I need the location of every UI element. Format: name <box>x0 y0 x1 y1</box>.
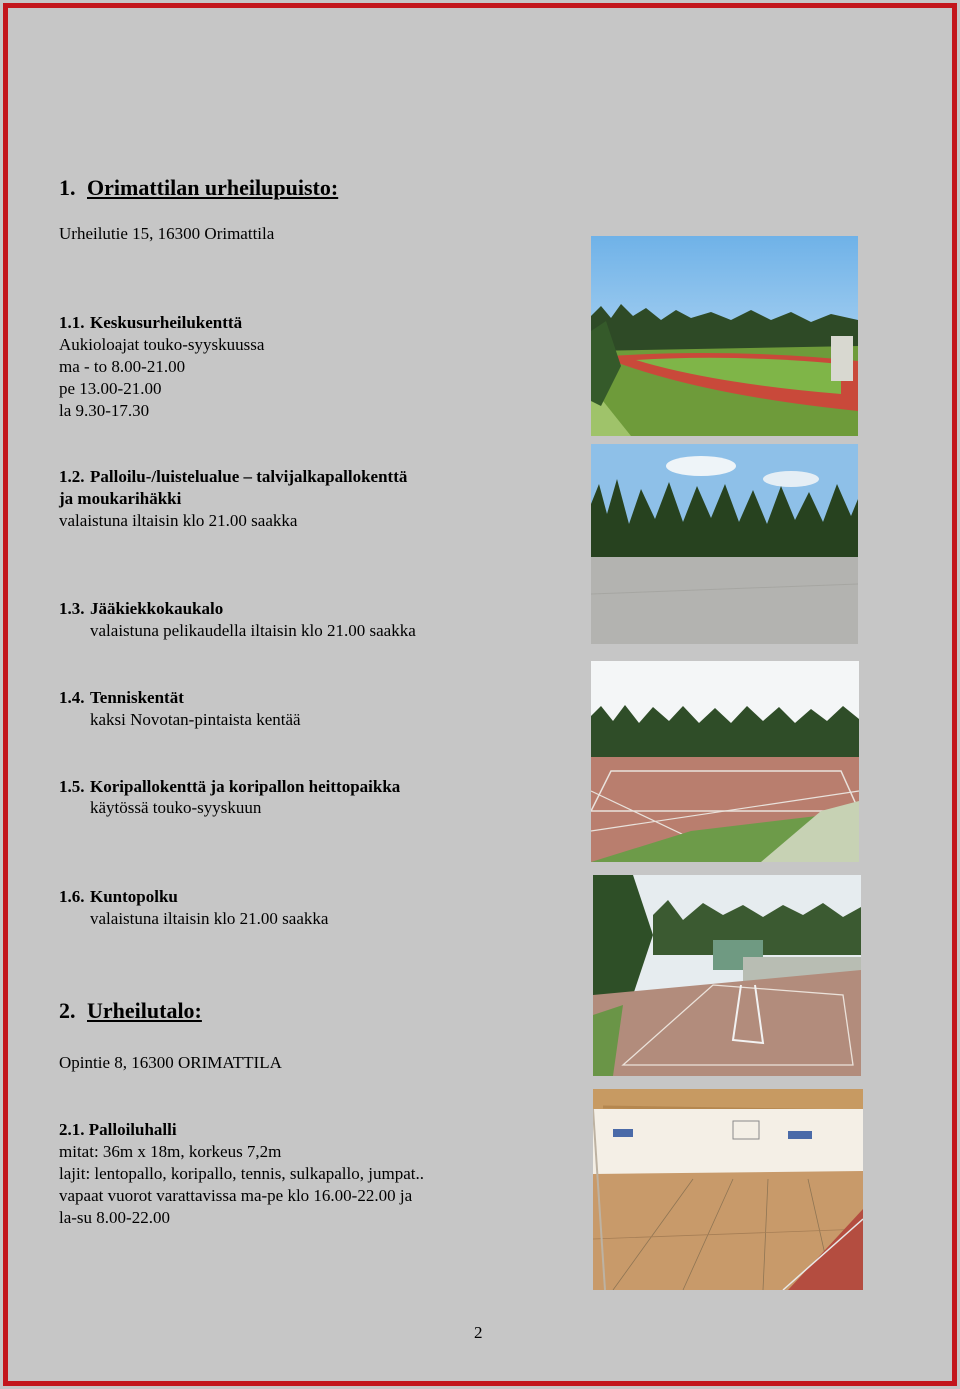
item-1-1-line: ma - to 8.00-21.00 <box>59 357 186 376</box>
item-2-1-line: la-su 8.00-22.00 <box>59 1208 170 1227</box>
item-2-1-heading: 2.1. Palloiluhalli <box>59 1120 177 1139</box>
section-1-title: Orimattilan urheilupuisto: <box>87 175 339 200</box>
stadium-photo <box>591 236 858 436</box>
section-2-address: Opintie 8, 16300 ORIMATTILA <box>59 1053 282 1072</box>
item-1-3-heading: 1.3. Jääkiekkokaukalo <box>59 599 224 618</box>
item-1-5-line: käytössä touko-syyskuun <box>90 798 262 817</box>
item-1-4-line: kaksi Novotan-pintaista kentää <box>90 710 301 729</box>
item-1-1-line: la 9.30-17.30 <box>59 401 150 420</box>
section-1-number: 1. <box>59 175 76 200</box>
item-2-1-line: lajit: lentopallo, koripallo, tennis, sulkapallo, jumpat.. <box>59 1164 424 1183</box>
item-2-1-title: Palloiluhalli <box>88 1120 177 1139</box>
item-1-4-title: Tenniskentät <box>90 688 184 707</box>
item-1-1-title: Keskusurheilukenttä <box>90 313 243 332</box>
item-1-6-line: valaistuna iltaisin klo 21.00 saakka <box>90 909 329 928</box>
item-1-2-line: ja moukarihäkki <box>59 489 182 508</box>
item-1-2-line: valaistuna iltaisin klo 21.00 saakka <box>59 511 298 530</box>
item-1-4-heading: 1.4. Tenniskentät <box>59 688 184 707</box>
page-number: 2 <box>474 1323 483 1342</box>
item-1-3-title: Jääkiekkokaukalo <box>90 599 224 618</box>
section-2-title: Urheilutalo: <box>87 998 202 1023</box>
item-1-1-line: pe 13.00-21.00 <box>59 379 162 398</box>
item-1-5-title: Koripallokenttä ja koripallon heittopaikka <box>90 777 401 796</box>
item-1-2-title: Palloilu-/luistelualue – talvijalkapallokenttä <box>90 467 408 486</box>
item-1-1-line: Aukioloajat touko-syyskuussa <box>59 335 265 354</box>
item-1-6-title: Kuntopolku <box>90 887 178 906</box>
section-1-address: Urheilutie 15, 16300 Orimattila <box>59 224 275 243</box>
item-1-6-heading: 1.6. Kuntopolku <box>59 887 178 906</box>
item-1-2-heading: 1.2. Palloilu-/luistelualue – talvijalkapallokenttä <box>59 467 408 486</box>
item-1-1-heading: 1.1. Keskusurheilukenttä <box>59 313 243 332</box>
sports-hall-photo <box>593 1089 863 1290</box>
gravel-field-photo <box>591 444 858 644</box>
section-2-number: 2. <box>59 998 76 1023</box>
basketball-court-photo <box>593 875 861 1076</box>
item-2-1-line: mitat: 36m x 18m, korkeus 7,2m <box>59 1142 282 1161</box>
section-1-heading <box>59 175 338 201</box>
item-1-3-line: valaistuna pelikaudella iltaisin klo 21.00 saakka <box>90 621 416 640</box>
item-2-1-line: vapaat vuorot varattavissa ma-pe klo 16.00-22.00 ja <box>59 1186 413 1205</box>
section-2-heading <box>59 998 202 1024</box>
item-1-5-heading: 1.5. Koripallokenttä ja koripallon heittopaikka <box>59 777 401 796</box>
tennis-courts-photo <box>591 661 859 862</box>
